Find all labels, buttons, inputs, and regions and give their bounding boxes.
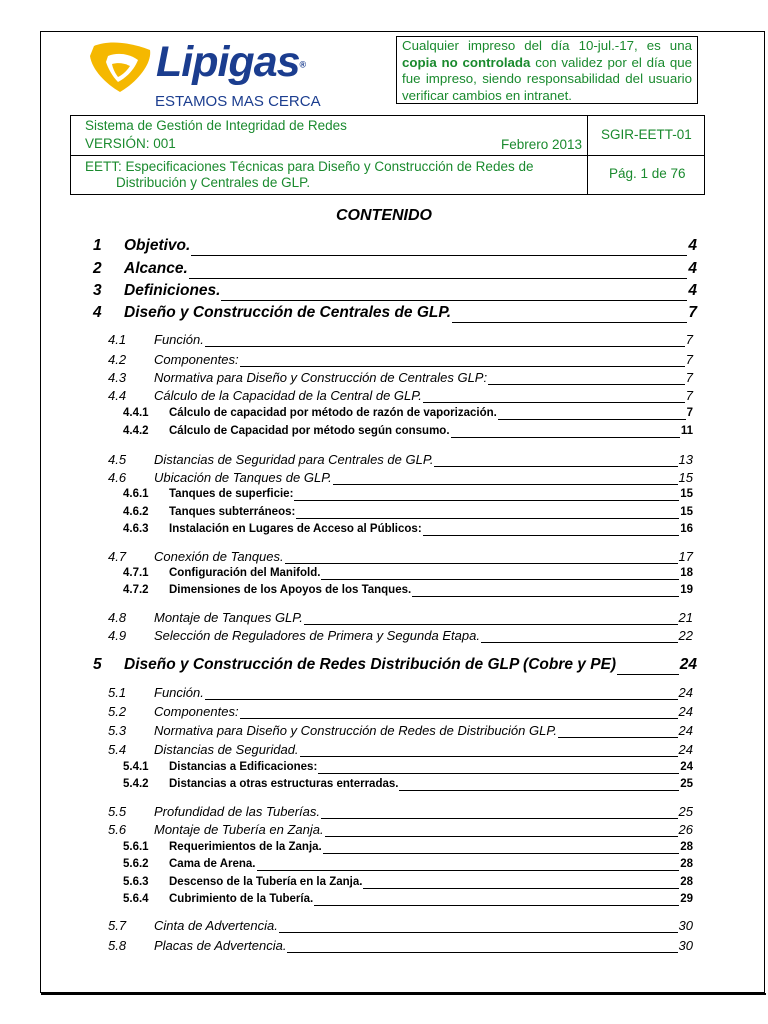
toc-entry-label: Profundidad de las Tuberías. (154, 804, 320, 819)
brand-tagline: ESTAMOS MAS CERCA (155, 93, 321, 110)
toc-leader-line (294, 499, 679, 501)
toc-entry-label: Tanques subterráneos: (169, 506, 296, 518)
page-number: Pág. 1 de 76 (609, 166, 686, 181)
toc-leader-line (205, 345, 685, 347)
toc-leader-line (451, 436, 680, 438)
toc-entry-page: 7 (685, 352, 693, 367)
toc-entry-number: 4.6 (108, 470, 127, 485)
toc-entry-page: 7 (688, 304, 697, 321)
toc-entry-page: 4 (688, 237, 697, 254)
toc-entry[interactable] (108, 388, 693, 406)
toc-entry-number: 4.4 (108, 388, 127, 403)
toc-entry-page: 24 (678, 723, 693, 738)
toc-entry-page: 25 (680, 778, 693, 790)
toc-entry-page: 15 (678, 470, 693, 485)
toc-entry-page: 18 (680, 567, 693, 579)
toc-entry[interactable] (108, 804, 693, 822)
toc-entry[interactable] (108, 370, 693, 388)
toc-entry[interactable] (108, 704, 693, 722)
toc-entry-number: 4.6.2 (123, 506, 149, 518)
toc-entry-label: Alcance. (124, 260, 188, 277)
toc-leader-line (488, 383, 685, 385)
toc-entry-number: 4.9 (108, 628, 127, 643)
uncontrolled-copy-notice: Cualquier impreso del día 10-jul.-17, es una copia no controlada con validez por el día que fue impreso, siendo responsabilidad del usuario verificar cambios en intranet. (396, 36, 698, 104)
toc-entry-label: Distancias a Edificaciones: (169, 761, 318, 773)
toc-entry[interactable] (93, 304, 697, 326)
toc-leader-line (205, 698, 678, 700)
toc-entry-page: 24 (679, 656, 697, 673)
toc-entry[interactable] (123, 778, 693, 794)
date: Febrero 2013 (501, 137, 583, 152)
toc-entry-page: 7 (685, 370, 693, 385)
toc-leader-line (314, 904, 679, 906)
toc-entry-page: 13 (678, 452, 693, 467)
toc-entry[interactable] (108, 723, 693, 741)
toc-entry-label: Cálculo de capacidad por método de razón de vaporización. (169, 407, 497, 419)
toc-entry[interactable] (93, 656, 697, 678)
toc-entry-number: 5.2 (108, 704, 127, 719)
toc-entry[interactable] (123, 425, 693, 441)
toc-entry-page: 7 (685, 332, 693, 347)
toc-entry-page: 17 (678, 549, 693, 564)
toc-entry-page: 28 (680, 876, 693, 888)
toc-entry-label: Cubrimiento de la Tubería. (169, 893, 314, 905)
toc-entry-page: 15 (680, 506, 693, 518)
toc-entry-page: 30 (678, 938, 693, 953)
toc-entry-page: 28 (680, 858, 693, 870)
toc-entry[interactable] (108, 332, 693, 350)
toc-leader-line (617, 673, 679, 675)
toc-entry[interactable] (108, 549, 693, 567)
toc-leader-line (558, 736, 678, 738)
toc-entry[interactable] (108, 938, 693, 956)
flame-logo-icon (84, 40, 156, 96)
toc-entry-number: 4.6.3 (123, 523, 149, 535)
toc-entry-label: Diseño y Construcción de Redes Distribución de GLP (Cobre y PE) (124, 656, 617, 673)
toc-entry-label: Distancias de Seguridad para Centrales de GLP. (154, 452, 434, 467)
toc-entry-label: Definiciones. (124, 282, 221, 299)
toc-entry-label: Ubicación de Tanques de GLP. (154, 470, 332, 485)
toc-leader-line (304, 623, 678, 625)
toc-entry-number: 4.4.1 (123, 407, 149, 419)
toc-entry-page: 21 (678, 610, 693, 625)
toc-entry-label: Instalación en Lugares de Acceso al Públicos: (169, 523, 422, 535)
toc-entry-number: 5.5 (108, 804, 127, 819)
toc-entry-label: Descenso de la Tubería en la Zanja. (169, 876, 363, 888)
toc-leader-line (240, 717, 678, 719)
toc-leader-line (498, 418, 686, 420)
toc-leader-line (240, 365, 685, 367)
toc-entry[interactable] (123, 567, 693, 583)
document-header-table (70, 115, 705, 195)
toc-leader-line (321, 578, 679, 580)
toc-entry-label: Requerimientos de la Zanja. (169, 841, 322, 853)
toc-leader-line (452, 321, 687, 323)
toc-entry-page: 7 (686, 407, 693, 419)
toc-entry-number: 4.7.1 (123, 567, 149, 579)
toc-entry[interactable] (108, 610, 693, 628)
toc-entry-label: Configuración del Manifold. (169, 567, 321, 579)
toc-entry-page: 24 (678, 685, 693, 700)
toc-entry-label: Placas de Advertencia. (154, 938, 287, 953)
toc-entry-number: 5.4.1 (123, 761, 149, 773)
toc-entry-page: 24 (678, 742, 693, 757)
toc-entry[interactable] (123, 506, 693, 522)
toc-entry-page: 22 (678, 628, 693, 643)
toc-entry-number: 4.3 (108, 370, 127, 385)
toc-entry[interactable] (123, 841, 693, 857)
toc-entry-page: 28 (680, 841, 693, 853)
toc-entry[interactable] (123, 761, 693, 777)
system-name: Sistema de Gestión de Integridad de Redes (85, 118, 347, 133)
toc-entry-number: 5.6.2 (123, 858, 149, 870)
toc-entry-number: 5.7 (108, 918, 127, 933)
toc-entry-label: Cálculo de Capacidad por método según consumo. (169, 425, 450, 437)
toc-entry-label: Cálculo de la Capacidad de la Central de GLP. (154, 388, 422, 403)
toc-leader-line (191, 254, 687, 256)
toc-entry-number: 5.8 (108, 938, 127, 953)
toc-entry-page: 4 (688, 282, 697, 299)
toc-leader-line (481, 641, 678, 643)
toc-entry[interactable] (108, 352, 693, 370)
doc-title-line2: Distribución y Centrales de GLP. (116, 175, 311, 190)
toc-entry-label: Función. (154, 332, 204, 347)
toc-entry[interactable] (123, 876, 693, 892)
toc-entry[interactable] (123, 488, 693, 504)
toc-entry-number: 2 (93, 260, 102, 277)
toc-entry[interactable] (108, 470, 693, 488)
toc-entry-number: 5.6.1 (123, 841, 149, 853)
toc-entry-page: 16 (680, 523, 693, 535)
version: VERSIÓN: 001 (85, 136, 176, 151)
toc-entry-number: 4.5 (108, 452, 127, 467)
toc-leader-line (423, 534, 680, 536)
document-code: SGIR-EETT-01 (601, 127, 692, 142)
toc-entry-page: 15 (680, 488, 693, 500)
toc-entry-number: 5.6 (108, 822, 127, 837)
toc-entry-label: Función. (154, 685, 204, 700)
toc-entry-label: Normativa para Diseño y Construcción de Redes de Distribución GLP. (154, 723, 557, 738)
toc-leader-line (434, 465, 677, 467)
toc-entry-page: 4 (688, 260, 697, 277)
toc-leader-line (285, 562, 678, 564)
toc-entry-number: 4.7 (108, 549, 127, 564)
toc-entry-label: Dimensiones de los Apoyos de los Tanques. (169, 584, 412, 596)
toc-entry-page: 11 (680, 425, 693, 437)
toc-entry-page: 26 (678, 822, 693, 837)
toc-leader-line (423, 401, 685, 403)
toc-leader-line (363, 887, 679, 889)
toc-leader-line (257, 869, 680, 871)
toc-entry-number: 4 (93, 304, 102, 321)
toc-leader-line (318, 772, 679, 774)
toc-entry-label: Componentes: (154, 704, 239, 719)
toc-entry-number: 4.2 (108, 352, 127, 367)
toc-entry-label: Conexión de Tanques. (154, 549, 284, 564)
toc-entry-label: Componentes: (154, 352, 239, 367)
toc-entry-page: 7 (685, 388, 693, 403)
toc-entry-number: 5.1 (108, 685, 127, 700)
toc-entry-label: Distancias a otras estructuras enterradas. (169, 778, 399, 790)
toc-entry[interactable] (123, 858, 693, 874)
toc-leader-line (189, 277, 688, 279)
toc-entry[interactable] (108, 918, 693, 936)
toc-entry[interactable] (93, 237, 697, 259)
toc-leader-line (325, 835, 678, 837)
toc-entry-label: Tanques de superficie: (169, 488, 294, 500)
toc-entry-number: 4.4.2 (123, 425, 149, 437)
toc-entry-page: 29 (680, 893, 693, 905)
toc-entry[interactable] (108, 742, 693, 760)
toc-entry-label: Cinta de Advertencia. (154, 918, 278, 933)
toc-entry-page: 25 (678, 804, 693, 819)
toc-leader-line (296, 517, 679, 519)
toc-entry-number: 3 (93, 282, 102, 299)
toc-entry-label: Selección de Reguladores de Primera y Segunda Etapa. (154, 628, 480, 643)
toc-entry[interactable] (123, 523, 693, 539)
toc-entry-number: 4.6.1 (123, 488, 149, 500)
toc-entry-number: 5.6.3 (123, 876, 149, 888)
toc-entry-number: 5 (93, 656, 102, 673)
toc-entry-number: 1 (93, 237, 102, 254)
toc-entry-number: 4.7.2 (123, 584, 149, 596)
toc-leader-line (279, 931, 678, 933)
toc-leader-line (287, 951, 677, 953)
toc-leader-line (412, 595, 679, 597)
toc-entry[interactable] (108, 822, 693, 840)
toc-entry[interactable] (108, 452, 693, 470)
toc-entry-number: 4.8 (108, 610, 127, 625)
toc-leader-line (221, 299, 687, 301)
toc-entry-number: 5.6.4 (123, 893, 149, 905)
brand-name: Lipigas® (156, 38, 306, 86)
toc-leader-line (321, 817, 678, 819)
page-border-shadow (41, 993, 766, 995)
toc-entry[interactable] (123, 893, 693, 909)
toc-leader-line (399, 789, 679, 791)
toc-entry-label: Cama de Arena. (169, 858, 256, 870)
toc-entry-label: Montaje de Tanques GLP. (154, 610, 303, 625)
toc-entry-label: Distancias de Seguridad. (154, 742, 299, 757)
toc-entry-label: Normativa para Diseño y Construcción de Centrales GLP: (154, 370, 488, 385)
toc-entry-number: 5.4.2 (123, 778, 149, 790)
toc-entry-page: 19 (680, 584, 693, 596)
toc-entry-page: 24 (678, 704, 693, 719)
toc-title: CONTENIDO (336, 207, 432, 224)
toc-entry-label: Objetivo. (124, 237, 191, 254)
toc-entry-number: 5.3 (108, 723, 127, 738)
toc-leader-line (300, 755, 678, 757)
toc-entry-label: Diseño y Construcción de Centrales de GLP. (124, 304, 452, 321)
toc-entry-page: 30 (678, 918, 693, 933)
toc-entry-page: 24 (680, 761, 693, 773)
toc-leader-line (323, 852, 679, 854)
toc-leader-line (333, 483, 678, 485)
toc-entry-number: 5.4 (108, 742, 127, 757)
toc-entry-label: Montaje de Tubería en Zanja. (154, 822, 324, 837)
toc-entry[interactable] (123, 407, 693, 423)
doc-title-line1: EETT: Especificaciones Técnicas para Diseño y Construcción de Redes de (85, 159, 534, 174)
toc-entry-number: 4.1 (108, 332, 127, 347)
lipigas-logo (84, 36, 334, 112)
toc-entry[interactable] (93, 260, 697, 282)
toc-entry[interactable] (108, 685, 693, 703)
toc-entry[interactable] (108, 628, 693, 646)
toc-entry[interactable] (123, 584, 693, 600)
toc-entry[interactable] (93, 282, 697, 304)
